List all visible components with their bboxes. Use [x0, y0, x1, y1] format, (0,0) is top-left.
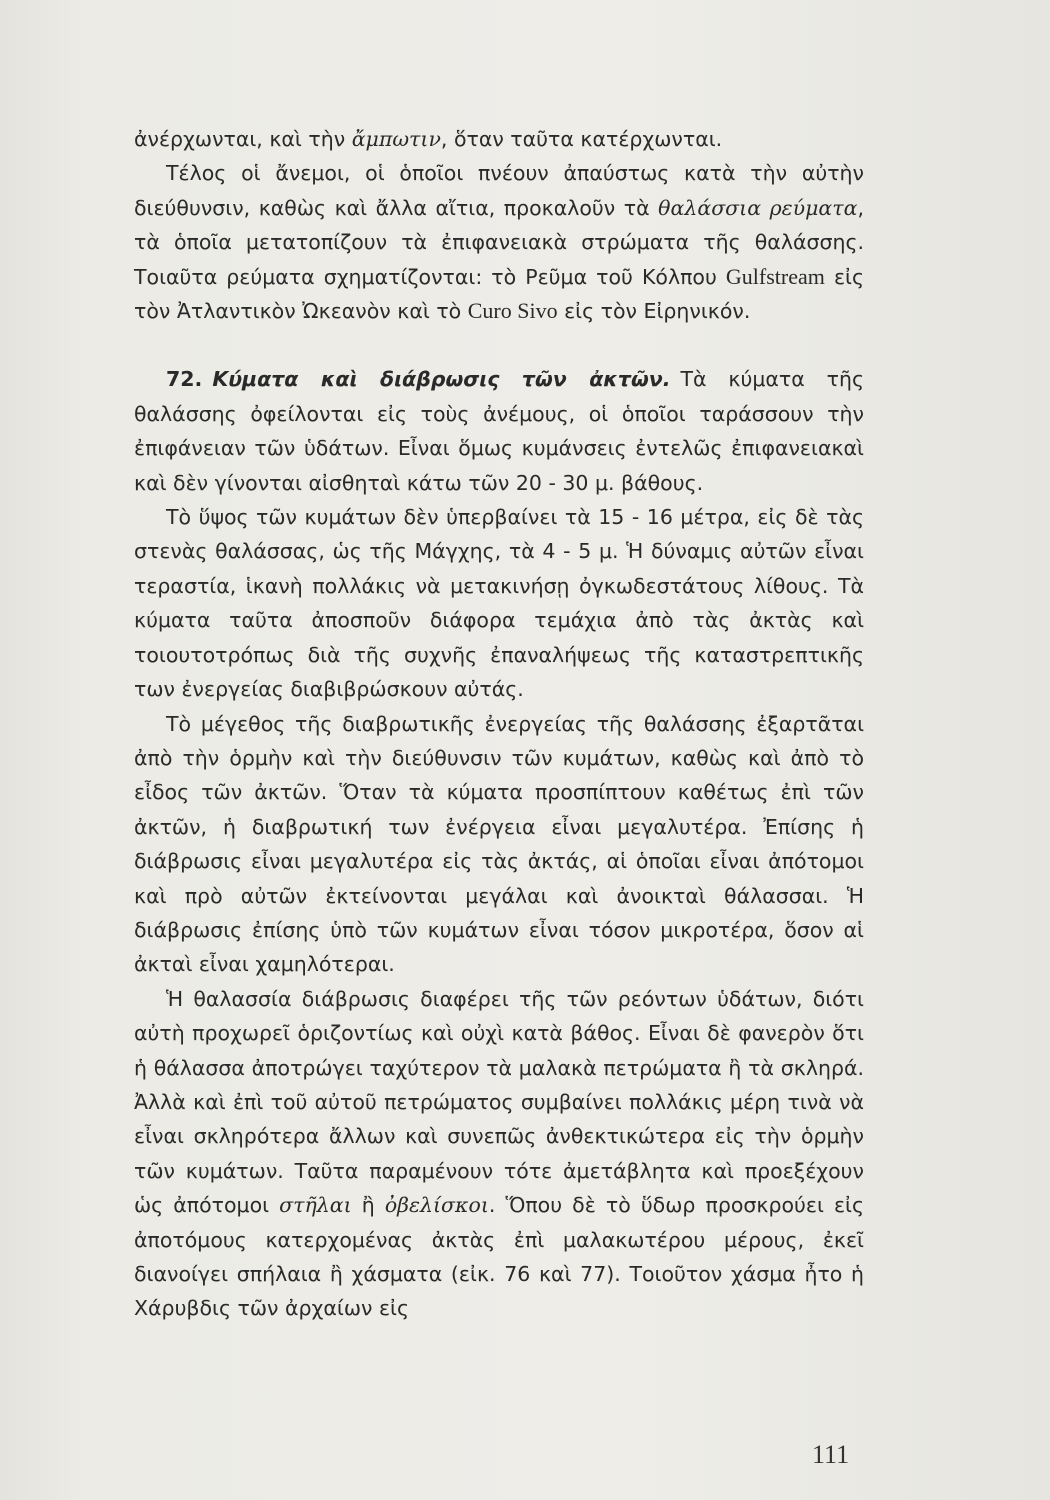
section-number: 72. — [166, 367, 203, 392]
italic-term-ampotis: ἄμπωτιν — [351, 127, 441, 151]
italic-term-columns: στῆλαι — [279, 1193, 352, 1218]
page-number: 111 — [812, 1440, 850, 1469]
latin-term-gulfstream: Gulfstream — [725, 263, 825, 289]
section-heading: Κύματα καὶ διάβρωσις τῶν ἀκτῶν. — [212, 367, 671, 392]
italic-term-obelisks: ὀβελίσκοι — [384, 1193, 489, 1218]
italic-term-currents: θαλάσσια ρεύματα — [658, 195, 858, 220]
paragraph-4: Τὸ ὕψος τῶν κυμάτων δὲν ὑπερβαίνει τὰ 15 - 16 μέτρα, εἰς δὲ τὰς στενὰς θαλάσσας, ὡς τῆς Μάγχης, τὰ 4 - 5 μ. Ἡ δύναμις αὐτῶν εἶναι τεραστία, ἱκανὴ πολλάκις νὰ μετακινήσῃ ὀγκωδεστάτους λίθους. Τὰ κύματα ταῦτα ἀποσποῦν διάφορα τεμάχια ἀπὸ τὰς ἀκτὰς καὶ τοιουτοτρόπως διὰ τῆς συχνῆς ἐπαναλήψεως τῆς καταστρεπτικῆς των ἐνεργείας διαβιβρώσκουν αὐτάς. — [134, 505, 864, 702]
paragraph-1: ἀνέρχωνται, καὶ τὴν ἄμπωτιν, ὅταν ταῦτα κατέρχωνται. — [134, 127, 723, 151]
latin-term-curo-sivo: Curo Sivo — [467, 298, 558, 324]
section-72-paragraph: 72. Κύματα καὶ διάβρωσις τῶν ἀκτῶν. Τὰ κύματα τῆς θαλάσσης ὀφείλονται εἰς τοὺς ἀνέμους, οἱ ὁποῖοι ταράσσουν τὴν ἐπιφάνειαν τῶν ὑδάτων. Εἶναι ὅμως κυμάνσεις ἐντελῶς ἐπιφανειακαὶ καὶ δὲν γίνονται αἰσθηταὶ κάτω τῶν 20 - 30 μ. βάθους. — [134, 367, 864, 495]
paragraph-2: Τέλος οἱ ἄνεμοι, οἱ ὁποῖοι πνέουν ἀπαύστως κατὰ τὴν αὐτὴν διεύθυνσιν, καθὼς καὶ ἄλλα αἴτια, προκαλοῦν τὰ θαλάσσια ρεύματα, τὰ ὁποῖα μετατοπίζουν τὰ ἐπιφανειακὰ στρώματα τῆς θαλάσσης. Τοιαῦτα ρεύματα σχηματίζονται: τὸ Ρεῦμα τοῦ Κόλπου Gulfstream εἰς τὸν Ἀτλαντικὸν Ὠκεανὸν καὶ τὸ Curo Sivo εἰς τὸν Εἰρηνικόν. — [134, 161, 864, 324]
body-text — [134, 122, 864, 1326]
paragraph-6: Ἡ θαλασσία διάβρωσις διαφέρει τῆς τῶν ρεόντων ὑδάτων, διότι αὐτὴ προχωρεῖ ὁριζοντίως καὶ οὐχὶ κατὰ βάθος. Εἶναι δὲ φανερὸν ὅτι ἡ θάλασσα ἀποτρώγει ταχύτερον τὰ μαλακὰ πετρώματα ἢ τὰ σκληρά. Ἀλλὰ καὶ ἐπὶ τοῦ αὐτοῦ πετρώματος συμβαίνει πολλάκις μέρη τινὰ νὰ εἶναι σκληρότερα ἄλλων καὶ συνεπῶς ἀνθεκτικώτερα εἰς τὴν ὁρμὴν τῶν κυμάτων. Ταῦτα παραμένουν τότε ἀμετάβλητα καὶ προεξέχουν ὡς ἀπότομοι στῆλαι ἢ ὀβελίσκοι. Ὅπου δὲ τὸ ὕδωρ προσκρούει εἰς ἀποτόμους κατερχομένας ἀκτὰς ἐπὶ μαλακωτέρου μέρους, ἐκεῖ διανοίγει σπήλαια ἢ χάσματα (εἰκ. 76 καὶ 77). Τοιοῦτον χάσμα ἦτο ἡ Χάρυβδις τῶν ἀρχαίων εἰς — [134, 986, 865, 1321]
paragraph-5: Τὸ μέγεθος τῆς διαβρωτικῆς ἐνεργείας τῆς θαλάσσης ἐξαρτᾶται ἀπὸ τὴν ὁρμὴν καὶ τὴν διεύθυνσιν τῶν κυμάτων, καθὼς καὶ ἀπὸ τὸ εἶδος τῶν ἀκτῶν. Ὅταν τὰ κύματα προσπίπτουν καθέτως ἐπὶ τῶν ἀκτῶν, ἡ διαβρωτική των ἐνέργεια εἶναι μεγαλυτέρα. Ἐπίσης ἡ διάβρωσις εἶναι μεγαλυτέρα εἰς τὰς ἀκτάς, αἱ ὁποῖαι εἶναι ἀπότομοι καὶ πρὸ αὐτῶν ἐκτείνονται μεγάλαι καὶ ἀνοικταὶ θάλασσαι. Ἡ διάβρωσις ἐπίσης ὑπὸ τῶν κυμάτων εἶναι τόσον μικροτέρα, ὅσον αἱ ἀκταὶ εἶναι χαμηλότεραι. — [134, 711, 864, 977]
